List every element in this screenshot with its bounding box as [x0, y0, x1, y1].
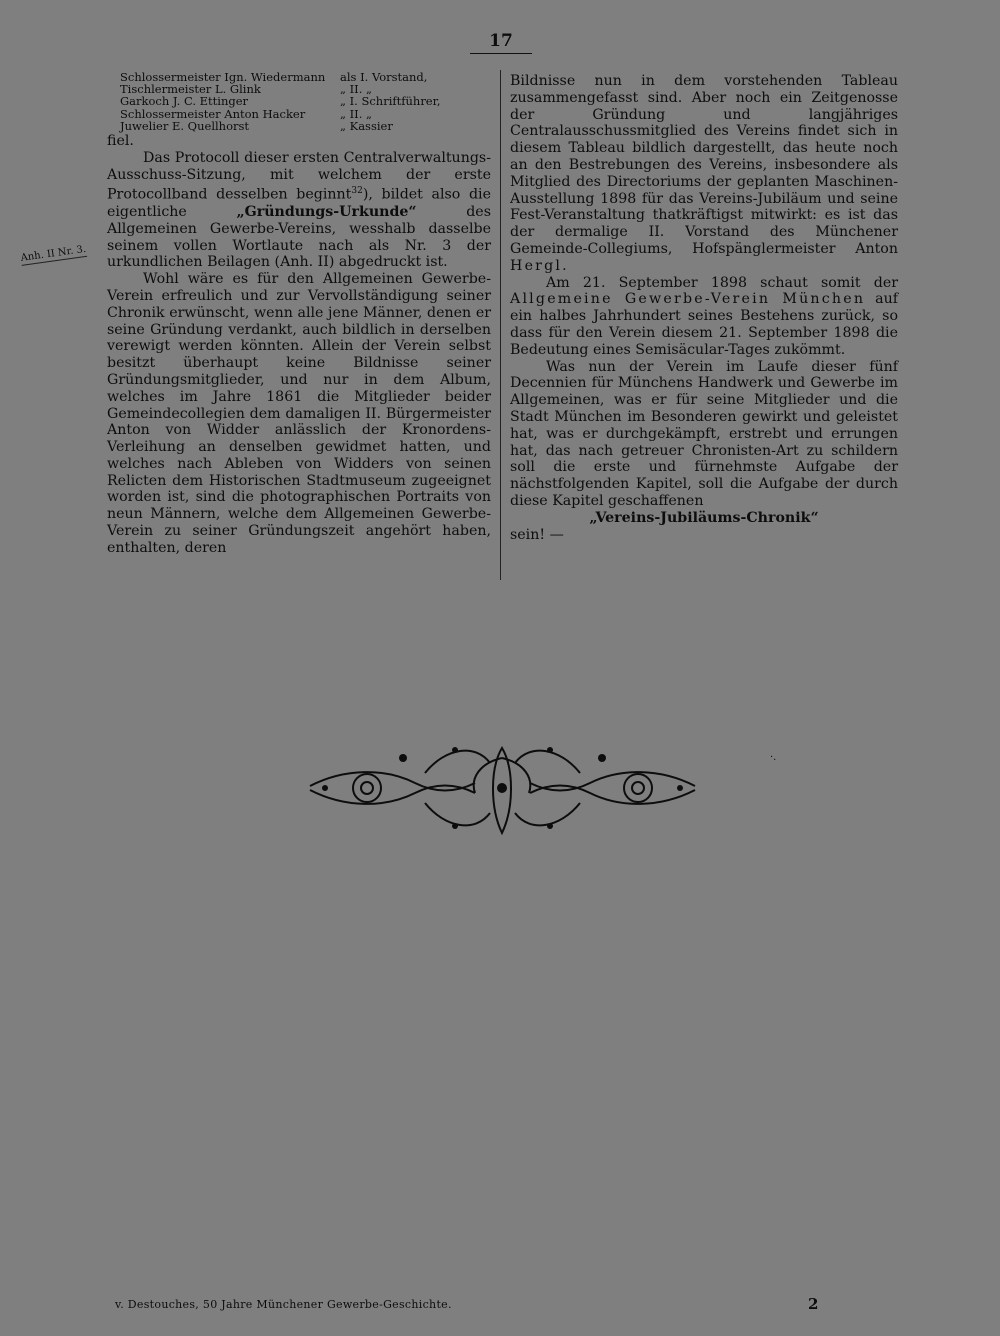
- officer-row: [120, 108, 441, 120]
- officer-role: als I. Vorstand,: [340, 70, 428, 84]
- officer-role: „ II. „: [340, 82, 372, 97]
- officer-name: Schlossermeister Ign. Wiedermann: [120, 70, 326, 84]
- officer-name: Juwelier E. Quellhorst: [120, 118, 250, 133]
- text-run: auf ein halbes Jahrhundert seines Bestehens zurück, so dass für den Verein diesem 21. September 1898 die Bedeutung eines Semisäcular-Tages zukömmt.: [510, 291, 898, 358]
- margin-note: Anh. II Nr. 3.: [20, 243, 87, 264]
- stray-mark: ·.: [770, 752, 777, 763]
- person-name: Hergl: [510, 257, 563, 274]
- officer-list: [120, 71, 441, 132]
- paragraph-portraits: Wohl wäre es für den Allgemeinen Gewerbe-Verein erfreulich und zur Vervollständigung seiner Chronik erwünscht, wenn alle jene Männer, denen er seine Gründung verdankt, auch bildlich in derselben verewigt werden könnten. Allein der Verein selbst besitzt überhaupt keine Bildnisse seiner Gründungsmitglieder, und nur in dem Album, welches im Jahre 1861 die Mitglieder beider Gemeindecollegien dem damaligen II. Bürgermeister Anton von Widder anlässlich der Kronordens-Verleihung an denselben gewidmet hatten, und welches nach Ableben von Widders von seinen Relicten dem Historischen Stadtmuseum zugeeignet worden ist, sind die photographischen Portraits von neun Männern, welche dem Allgemeinen Gewerbe-Verein zu seiner Gründungszeit angehört haben, enthalten, deren: [107, 271, 491, 556]
- page-number: 17: [470, 30, 532, 54]
- officer-role: „ Kassier: [340, 118, 393, 133]
- paragraph-tableau: [510, 73, 898, 275]
- signature-mark: 2: [808, 1295, 819, 1313]
- fiel-text: fiel.: [107, 133, 134, 150]
- text-run: ), bildet also die eigentliche: [107, 187, 491, 220]
- officer-role: „ II. „: [340, 106, 372, 121]
- chronicle-title: „Vereins-Jubiläums-Chronik“: [589, 509, 819, 526]
- officer-name: Schlossermeister Anton Hacker: [120, 106, 306, 121]
- officer-row: [120, 95, 441, 107]
- officer-row: [120, 120, 441, 132]
- text-run: Bildnisse nun in dem vorstehenden Tableau zusammengefasst sind. Aber noch ein Zeitgenosse der Gründung und langjähriges Centralausschussmitglied des Vereins findet sich in diesem Tableau bildlich dargestellt, das heute noch an den Bestrebungen des Vereins, insbesondere als Mitglied des Directoriums der geplanten Maschinen-Ausstellung 1898 für das Vereins-Jubiläum und seine Fest-Veranstaltung thatkräftigst mitwirkt: es ist das der dermalige II. Vorstand des Münchener Gemeinde-Collegiums, Hofspänglermeister Anton: [510, 73, 898, 257]
- floral-ornament-icon: [305, 738, 700, 838]
- text-run: .: [562, 257, 567, 274]
- footnote-ref: 32: [351, 186, 363, 197]
- text-run: Am 21. September 1898 schaut somit der: [546, 274, 898, 291]
- right-column: [510, 73, 898, 543]
- founding-charter-term: „Gründungs-Urkunde“: [236, 203, 417, 220]
- text-run: Das Protocoll dieser ersten Centralverwaltungs-Ausschuss-Sitzung, mit welchem der erste Protocollband desselben beginnt: [107, 149, 491, 204]
- paragraph-decades: Was nun der Verein im Laufe dieser fünf Decennien für Münchens Handwerk und Gewerbe im Allgemeinen, was er für seine Mitglieder und die Stadt München im Besonderen gewirkt und geleistet hat, was er durchgekämpft, erstrebt und errungen hat, das nach getreuer Chronisten-Art zu schildern soll die erste und fürnehmste Aufgabe der nächstfolgenden Kapitel, soll die Aufgabe der durch diese Kapitel geschaffenen: [510, 358, 898, 509]
- officer-name: Garkoch J. C. Ettinger: [120, 94, 249, 109]
- paragraph-anniversary: [510, 275, 898, 359]
- closing-text: sein! —: [510, 526, 564, 543]
- left-column: [107, 71, 491, 557]
- officer-role: „ I. Schriftführer,: [340, 94, 441, 109]
- text-run: des Allgemeinen Gewerbe-Vereins, wesshalb dasselbe seinem vollen Wortlaute nach als Nr. 3 der urkundlichen Beilagen (Anh. II) abgedruckt ist.: [107, 203, 491, 271]
- column-divider: [500, 70, 501, 580]
- officer-name: Tischlermeister L. Glink: [120, 82, 261, 97]
- footer-citation: v. Destouches, 50 Jahre Münchener Gewerbe-Geschichte.: [115, 1298, 452, 1311]
- association-name: Allgemeine Gewerbe-Verein München: [510, 291, 866, 308]
- paragraph-protocol: [107, 150, 491, 271]
